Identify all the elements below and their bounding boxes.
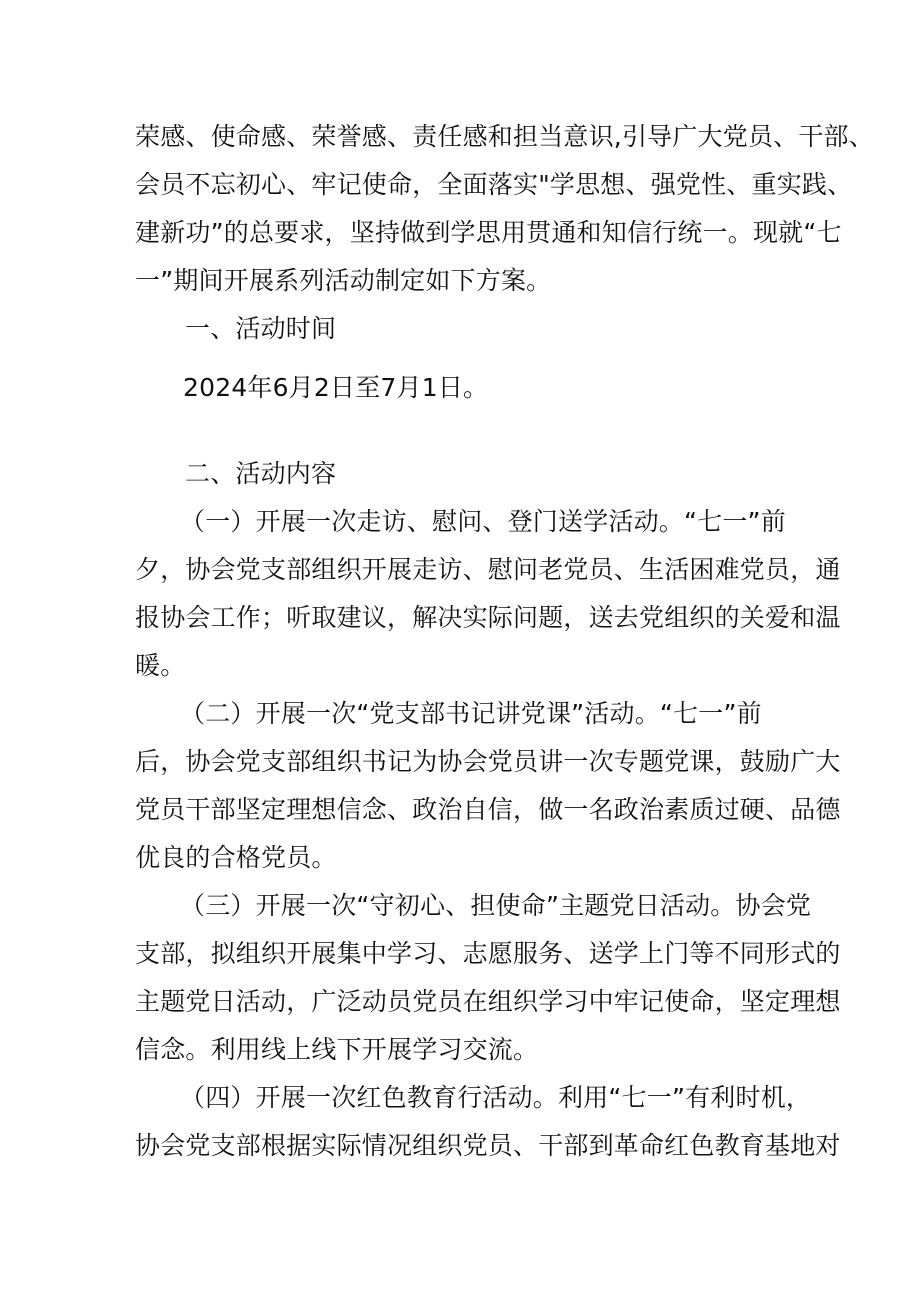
body-line: 支部，拟组织开展集中学习、志愿服务、送学上门等不同形式的	[135, 939, 841, 968]
item-heading-line: （二）开展一次“党支部书记讲党课”活动。“七一”前	[180, 699, 762, 728]
body-line: 党员干部坚定理想信念、政治自信，做一名政治素质过硬、品德	[135, 795, 841, 824]
body-line: 暖。	[135, 651, 186, 680]
item-heading-line: （四）开展一次红色教育行活动。利用“七一”有利时机，	[180, 1083, 812, 1112]
body-line: 一”期间开展系列活动制定如下方案。	[135, 266, 552, 295]
item-heading-line: （三）开展一次“守初心、担使命”主题党日活动。协会党	[180, 891, 812, 920]
section-heading: 一、活动时间	[185, 314, 337, 343]
body-line: 后，协会党支部组织书记为协会党员讲一次专题党课，鼓励广大	[135, 747, 841, 776]
body-line: 信念。利用线上线下开展学习交流。	[135, 1035, 539, 1064]
body-line: 报协会工作；听取建议，解决实际问题，送去党组织的关爱和温	[135, 603, 841, 632]
body-line: 会员不忘初心、牢记使命，全面落实"学思想、强党性、重实践、	[135, 170, 853, 199]
body-line: 主题党日活动，广泛动员党员在组织学习中牢记使命，坚定理想	[135, 987, 841, 1016]
body-line: 夕，协会党支部组织开展走访、慰问老党员、生活困难党员，通	[135, 555, 841, 584]
body-line: 荣感、使命感、荣誉感、责任感和担当意识,引导广大党员、干部、	[135, 122, 874, 151]
item-heading-line: （一）开展一次走访、慰问、登门送学活动。“七一”前	[180, 507, 786, 536]
activity-date: 2024年6月2日至7月1日。	[183, 373, 489, 402]
section-heading: 二、活动内容	[185, 459, 337, 488]
body-line: 优良的合格党员。	[135, 843, 337, 872]
body-line: 建新功”的总要求，坚持做到学思用贯通和知信行统一。现就“七	[135, 218, 842, 247]
body-line: 协会党支部根据实际情况组织党员、干部到革命红色教育基地对	[135, 1131, 841, 1160]
